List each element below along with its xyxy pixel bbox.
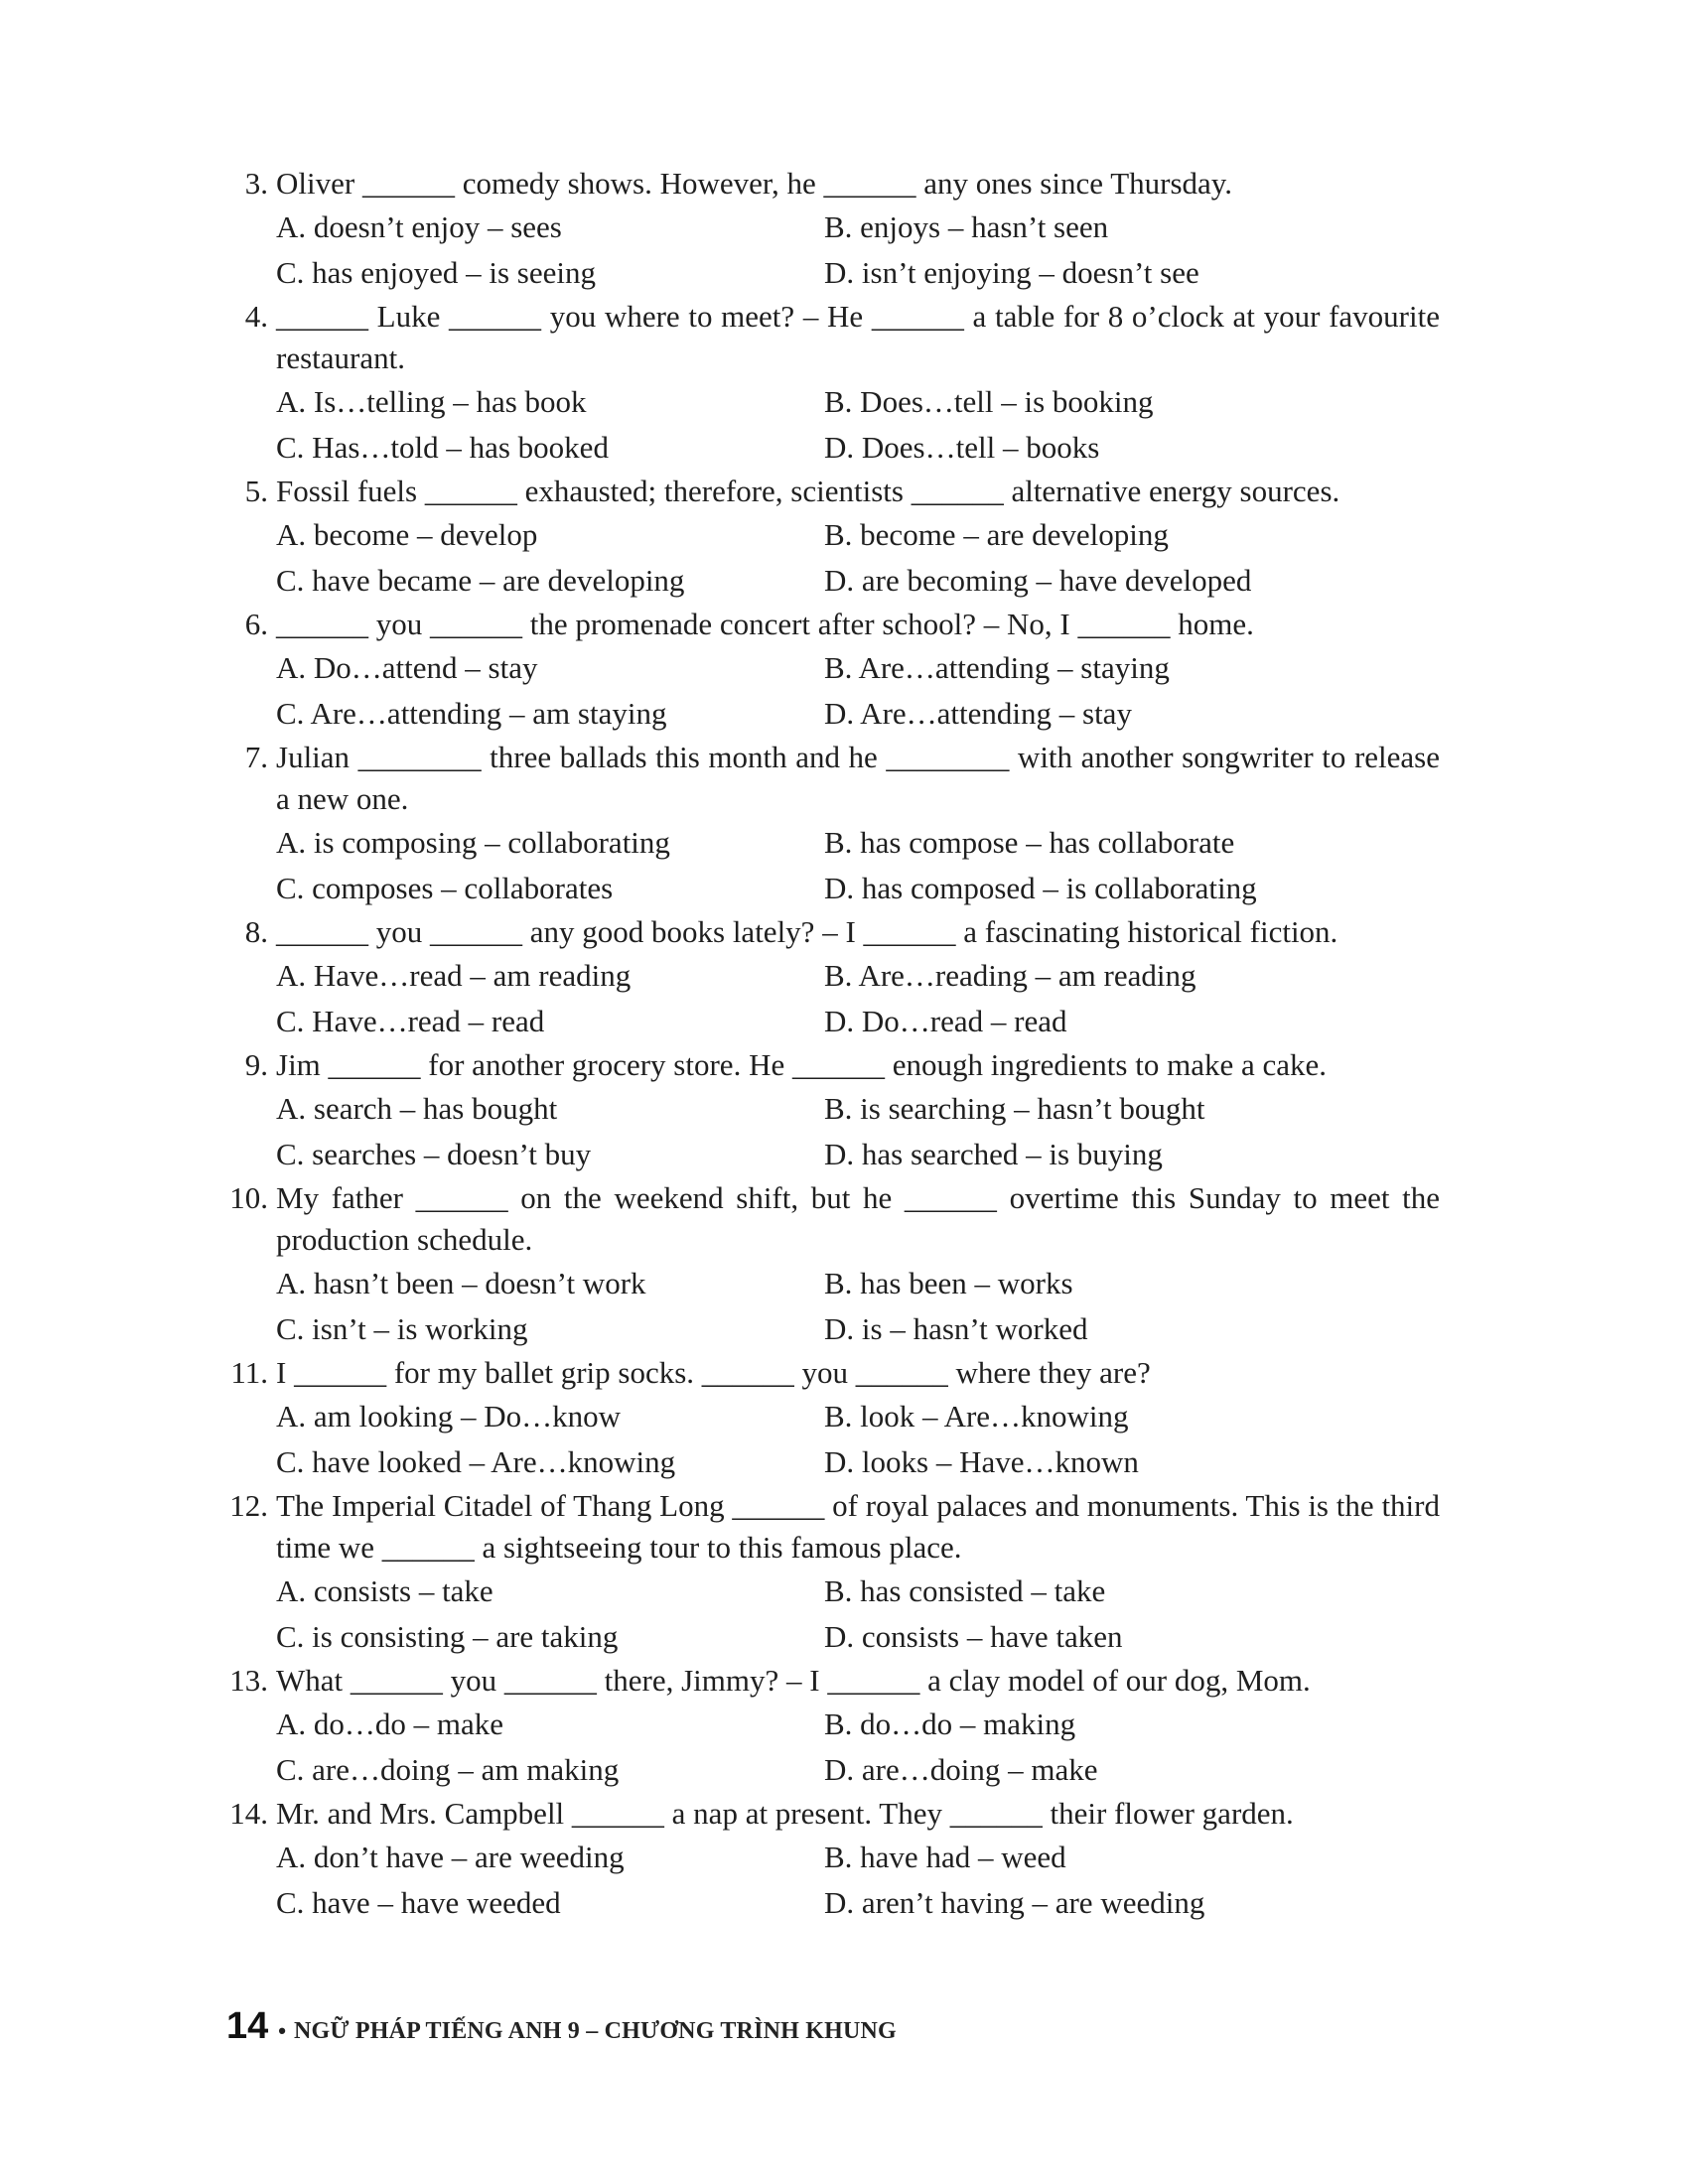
answer-options (276, 379, 1440, 471)
option-d: D. looks – Have…known (824, 1444, 1139, 1479)
question-stem: Fossil fuels ______ exhausted; therefore, scientists ______ alternative energy sources. (276, 474, 1340, 508)
option-a: A. do…do – make (276, 1706, 504, 1741)
answer-options (276, 1569, 1440, 1660)
option-b: B. Does…tell – is booking (824, 384, 1154, 419)
option-d: D. consists – have taken (824, 1619, 1123, 1654)
option-d: D. isn’t enjoying – doesn’t see (824, 255, 1199, 290)
option-a: A. Is…telling – has book (276, 384, 587, 419)
answer-options (276, 1261, 1440, 1352)
option-a: A. Do…attend – stay (276, 650, 538, 685)
question-number: 6. (244, 607, 268, 641)
question-3 (226, 163, 1440, 296)
option-c: C. have – have weeded (276, 1885, 561, 1920)
option-b: B. do…do – making (824, 1706, 1076, 1741)
option-b: B. look – Are…knowing (824, 1399, 1129, 1433)
question-stem: Jim ______ for another grocery store. He ______ enough ingredients to make a cake. (276, 1047, 1327, 1082)
option-a: A. doesn’t enjoy – sees (276, 209, 562, 244)
answer-options (276, 953, 1440, 1044)
question-stem: What ______ you ______ there, Jimmy? – I ______ a clay model of our dog, Mom. (276, 1663, 1311, 1698)
option-d: D. are becoming – have developed (824, 563, 1252, 598)
option-b: B. Are…attending – staying (824, 650, 1170, 685)
option-d: D. aren’t having – are weeding (824, 1885, 1205, 1920)
question-number: 9. (244, 1047, 268, 1082)
question-stem: ______ you ______ any good books lately? – I ______ a fascinating historical fiction. (276, 914, 1338, 949)
option-c: C. has enjoyed – is seeing (276, 255, 597, 290)
option-d: D. has searched – is buying (824, 1137, 1163, 1171)
question-9 (226, 1044, 1440, 1177)
question-number: 3. (244, 166, 268, 201)
option-c: C. Are…attending – am staying (276, 696, 667, 731)
option-b: B. become – are developing (824, 517, 1169, 552)
option-b: B. has consisted – take (824, 1573, 1106, 1608)
question-7 (226, 737, 1440, 911)
option-d: D. are…doing – make (824, 1752, 1098, 1787)
question-number: 8. (244, 914, 268, 949)
answer-options (276, 512, 1440, 604)
option-b: B. is searching – hasn’t bought (824, 1091, 1205, 1126)
option-c: C. composes – collaborates (276, 871, 614, 905)
question-number: 13. (229, 1663, 268, 1698)
option-c: C. isn’t – is working (276, 1311, 528, 1346)
answer-options (276, 820, 1440, 911)
question-stem: I ______ for my ballet grip socks. ______ you ______ where they are? (276, 1355, 1151, 1390)
option-b: B. has been – works (824, 1266, 1073, 1300)
option-b: B. has compose – has collaborate (824, 825, 1235, 860)
answer-options (276, 645, 1440, 737)
question-stem: Julian ________ three ballads this month and he ________ with another songwriter to release a new one. (276, 740, 1440, 816)
question-stem: Mr. and Mrs. Campbell ______ a nap at present. They ______ their flower garden. (276, 1796, 1294, 1831)
option-a: A. don’t have – are weeding (276, 1840, 625, 1874)
question-stem: Oliver ______ comedy shows. However, he ______ any ones since Thursday. (276, 166, 1233, 201)
question-14 (226, 1793, 1440, 1926)
question-13 (226, 1660, 1440, 1793)
question-number: 11. (230, 1355, 268, 1390)
option-a: A. search – has bought (276, 1091, 558, 1126)
option-c: C. is consisting – are taking (276, 1619, 619, 1654)
option-b: B. enjoys – hasn’t seen (824, 209, 1109, 244)
option-a: A. hasn’t been – doesn’t work (276, 1266, 646, 1300)
option-c: C. Has…told – has booked (276, 430, 609, 465)
answer-options (276, 1086, 1440, 1177)
option-a: A. become – develop (276, 517, 538, 552)
bullet-separator: • (278, 2018, 286, 2043)
question-number: 7. (244, 740, 268, 774)
question-8 (226, 911, 1440, 1044)
option-d: D. has composed – is collaborating (824, 871, 1257, 905)
question-11 (226, 1352, 1440, 1485)
option-a: A. Have…read – am reading (276, 958, 632, 993)
question-stem: ______ you ______ the promenade concert after school? – No, I ______ home. (276, 607, 1254, 641)
answer-options (276, 1394, 1440, 1485)
answer-options (276, 1702, 1440, 1793)
question-10 (226, 1177, 1440, 1352)
question-stem: My father ______ on the weekend shift, but he ______ overtime this Sunday to meet the production schedule. (276, 1180, 1440, 1257)
question-6 (226, 604, 1440, 737)
question-number: 10. (229, 1180, 268, 1215)
option-d: D. is – hasn’t worked (824, 1311, 1088, 1346)
question-4 (226, 296, 1440, 471)
question-stem: The Imperial Citadel of Thang Long ______ of royal palaces and monuments. This is the third time we ______ a sightseeing tour to this famous place. (276, 1488, 1440, 1565)
option-a: A. is composing – collaborating (276, 825, 670, 860)
option-b: B. have had – weed (824, 1840, 1066, 1874)
question-stem: ______ Luke ______ you where to meet? – He ______ a table for 8 o’clock at your favourite restaurant. (276, 299, 1440, 375)
option-d: D. Do…read – read (824, 1004, 1067, 1038)
question-number: 4. (244, 299, 268, 334)
option-a: A. am looking – Do…know (276, 1399, 622, 1433)
question-12 (226, 1485, 1440, 1660)
option-c: C. have looked – Are…knowing (276, 1444, 676, 1479)
option-c: C. are…doing – am making (276, 1752, 620, 1787)
option-c: C. searches – doesn’t buy (276, 1137, 592, 1171)
option-b: B. Are…reading – am reading (824, 958, 1196, 993)
option-a: A. consists – take (276, 1573, 493, 1608)
book-title: NGỮ PHÁP TIẾNG ANH 9 – CHƯƠNG TRÌNH KHUNG (293, 2018, 897, 2044)
answer-options (276, 1835, 1440, 1926)
question-number: 14. (229, 1796, 268, 1831)
question-5 (226, 471, 1440, 604)
question-number: 5. (244, 474, 268, 508)
exercise-list (226, 163, 1440, 1926)
option-c: C. Have…read – read (276, 1004, 545, 1038)
question-number: 12. (229, 1488, 268, 1523)
option-c: C. have became – are developing (276, 563, 685, 598)
option-d: D. Are…attending – stay (824, 696, 1132, 731)
page-footer (226, 2005, 897, 2048)
option-d: D. Does…tell – books (824, 430, 1100, 465)
answer-options (276, 205, 1440, 296)
page-number: 14 (226, 2005, 269, 2047)
